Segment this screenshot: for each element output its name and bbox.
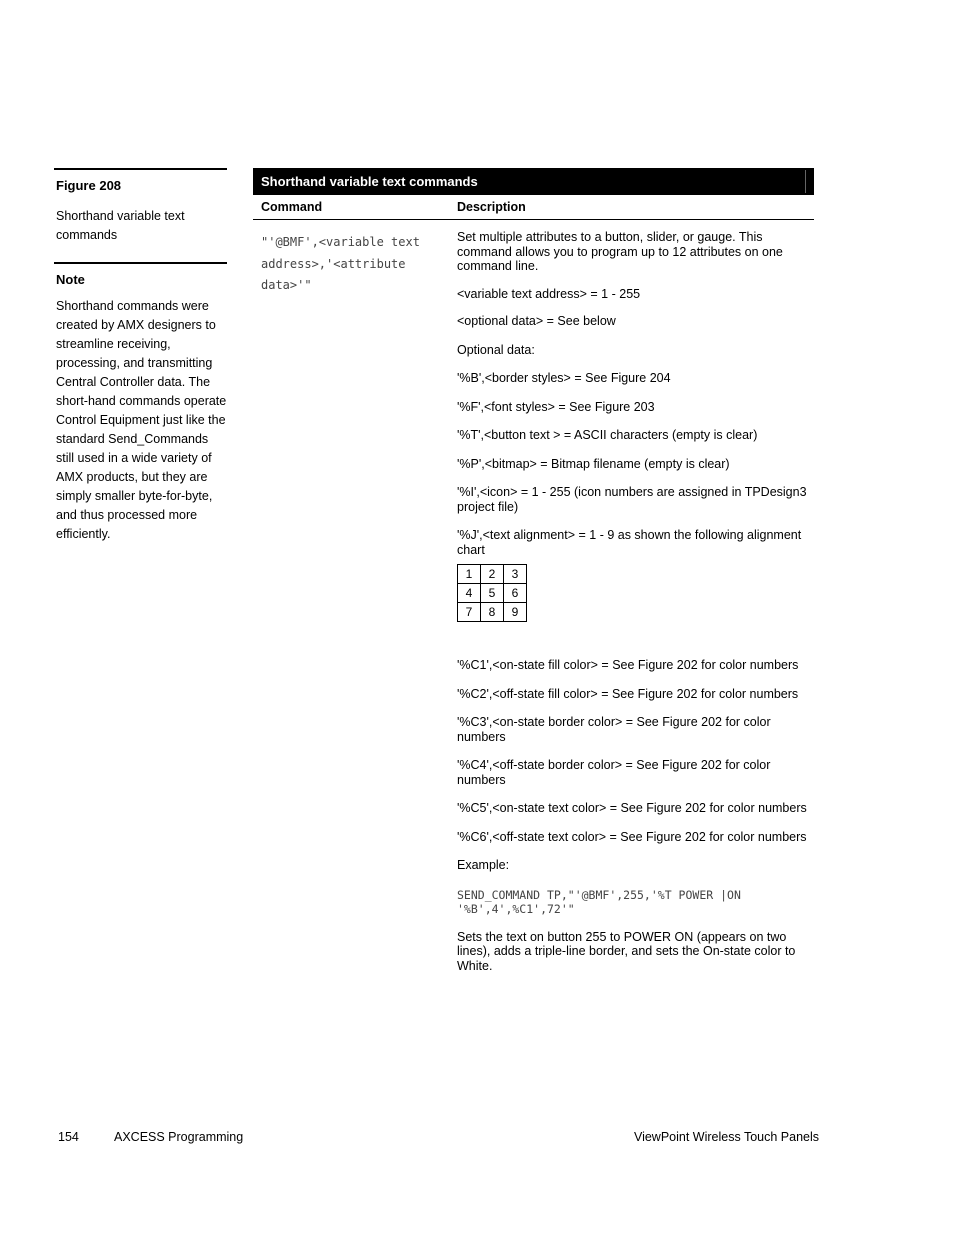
description-paragraph: '%I',<icon> = 1 - 255 (icon numbers are assigned in TPDesign3 project file) xyxy=(457,485,807,514)
description-paragraph: '%J',<text alignment> = 1 - 9 as shown the following alignment chart xyxy=(457,528,802,557)
footer-book-title: ViewPoint Wireless Touch Panels xyxy=(633,1130,819,1144)
description-paragraph: Example: xyxy=(457,858,510,872)
column-header-command: Command xyxy=(261,200,323,214)
command-table xyxy=(253,168,814,973)
alignment-cell: 8 xyxy=(481,603,504,622)
description-paragraph: '%F',<font styles> = See Figure 203 xyxy=(457,399,655,414)
alignment-cell: 1 xyxy=(458,565,481,584)
footer-page-number: 154 xyxy=(58,1130,79,1144)
description-paragraph: '%B',<border styles> = See Figure 204 xyxy=(457,371,671,385)
sidebar xyxy=(54,168,227,544)
description-paragraph: '%P',<bitmap> = Bitmap filename (empty is clear) xyxy=(457,456,730,471)
description-paragraph: Set multiple attributes to a button, slider, or gauge. This command allows you to program up to 12 attributes on one command line. xyxy=(457,230,783,273)
note-rule xyxy=(54,262,227,264)
note-label: Note xyxy=(56,272,85,287)
figure-label: Figure 208 xyxy=(56,178,122,193)
title-bar-divider xyxy=(805,170,806,193)
description-paragraph: '%C4',<off-state border color> = See Figure 202 for color numbers xyxy=(457,758,771,787)
alignment-cell: 2 xyxy=(481,565,504,584)
command-syntax xyxy=(261,232,441,297)
figure-caption: Shorthand variable text commands xyxy=(56,209,185,242)
description-paragraph: '%C5',<on-state text color> = See Figure 202 for color numbers xyxy=(457,801,807,815)
description-paragraph: <variable text address> = 1 - 255 xyxy=(457,286,641,301)
description-paragraph: '%C1',<on-state fill color> = See Figure 202 for color numbers xyxy=(457,658,799,672)
command-line: data>'" xyxy=(261,278,312,292)
description-paragraph: <optional data> = See below xyxy=(457,314,616,328)
alignment-cell: 6 xyxy=(504,584,527,603)
description-cell xyxy=(457,230,807,973)
alignment-cell: 7 xyxy=(458,603,481,622)
column-header-description: Description xyxy=(457,200,526,214)
table-title: Shorthand variable text commands xyxy=(261,174,478,189)
footer-section: AXCESS Programming xyxy=(114,1130,244,1144)
example-code-line: SEND_COMMAND TP,"'@BMF',255,'%T POWER |ON xyxy=(457,887,741,902)
table-title-bar xyxy=(253,168,814,195)
command-line: address>,'<attribute xyxy=(261,256,406,271)
table-header-row xyxy=(253,195,814,220)
example-code-line: '%B',4',%C1',72'" xyxy=(457,902,575,916)
description-paragraph: '%C2',<off-state fill color> = See Figure 202 for color numbers xyxy=(457,686,799,701)
description-paragraph: '%T',<button text > = ASCII characters (empty is clear) xyxy=(457,428,758,442)
description-paragraph: Optional data: xyxy=(457,342,535,357)
command-line: "'@BMF',<variable text xyxy=(261,235,420,249)
alignment-cell: 9 xyxy=(504,603,527,622)
note-text: Shorthand commands were created by AMX designers to streamline receiving, processing, and transmitting Central Controller data. The short-hand commands operate Control Equipment just like the standard Send_Commands still used in a wide variety of AMX products, but they are simply smaller byte-for-byte, and thus processed more efficiently. xyxy=(56,299,227,541)
alignment-chart xyxy=(457,564,527,622)
alignment-cell: 3 xyxy=(504,565,527,584)
alignment-cell: 4 xyxy=(458,584,481,603)
figure-rule xyxy=(54,168,227,170)
alignment-cell: 5 xyxy=(481,584,504,603)
example-description: Sets the text on button 255 to POWER ON (appears on two lines), adds a triple-line border, and sets the On-state color to White. xyxy=(457,929,796,973)
description-paragraph: '%C6',<off-state text color> = See Figure 202 for color numbers xyxy=(457,829,807,844)
description-paragraph: '%C3',<on-state border color> = See Figure 202 for color numbers xyxy=(457,715,771,744)
